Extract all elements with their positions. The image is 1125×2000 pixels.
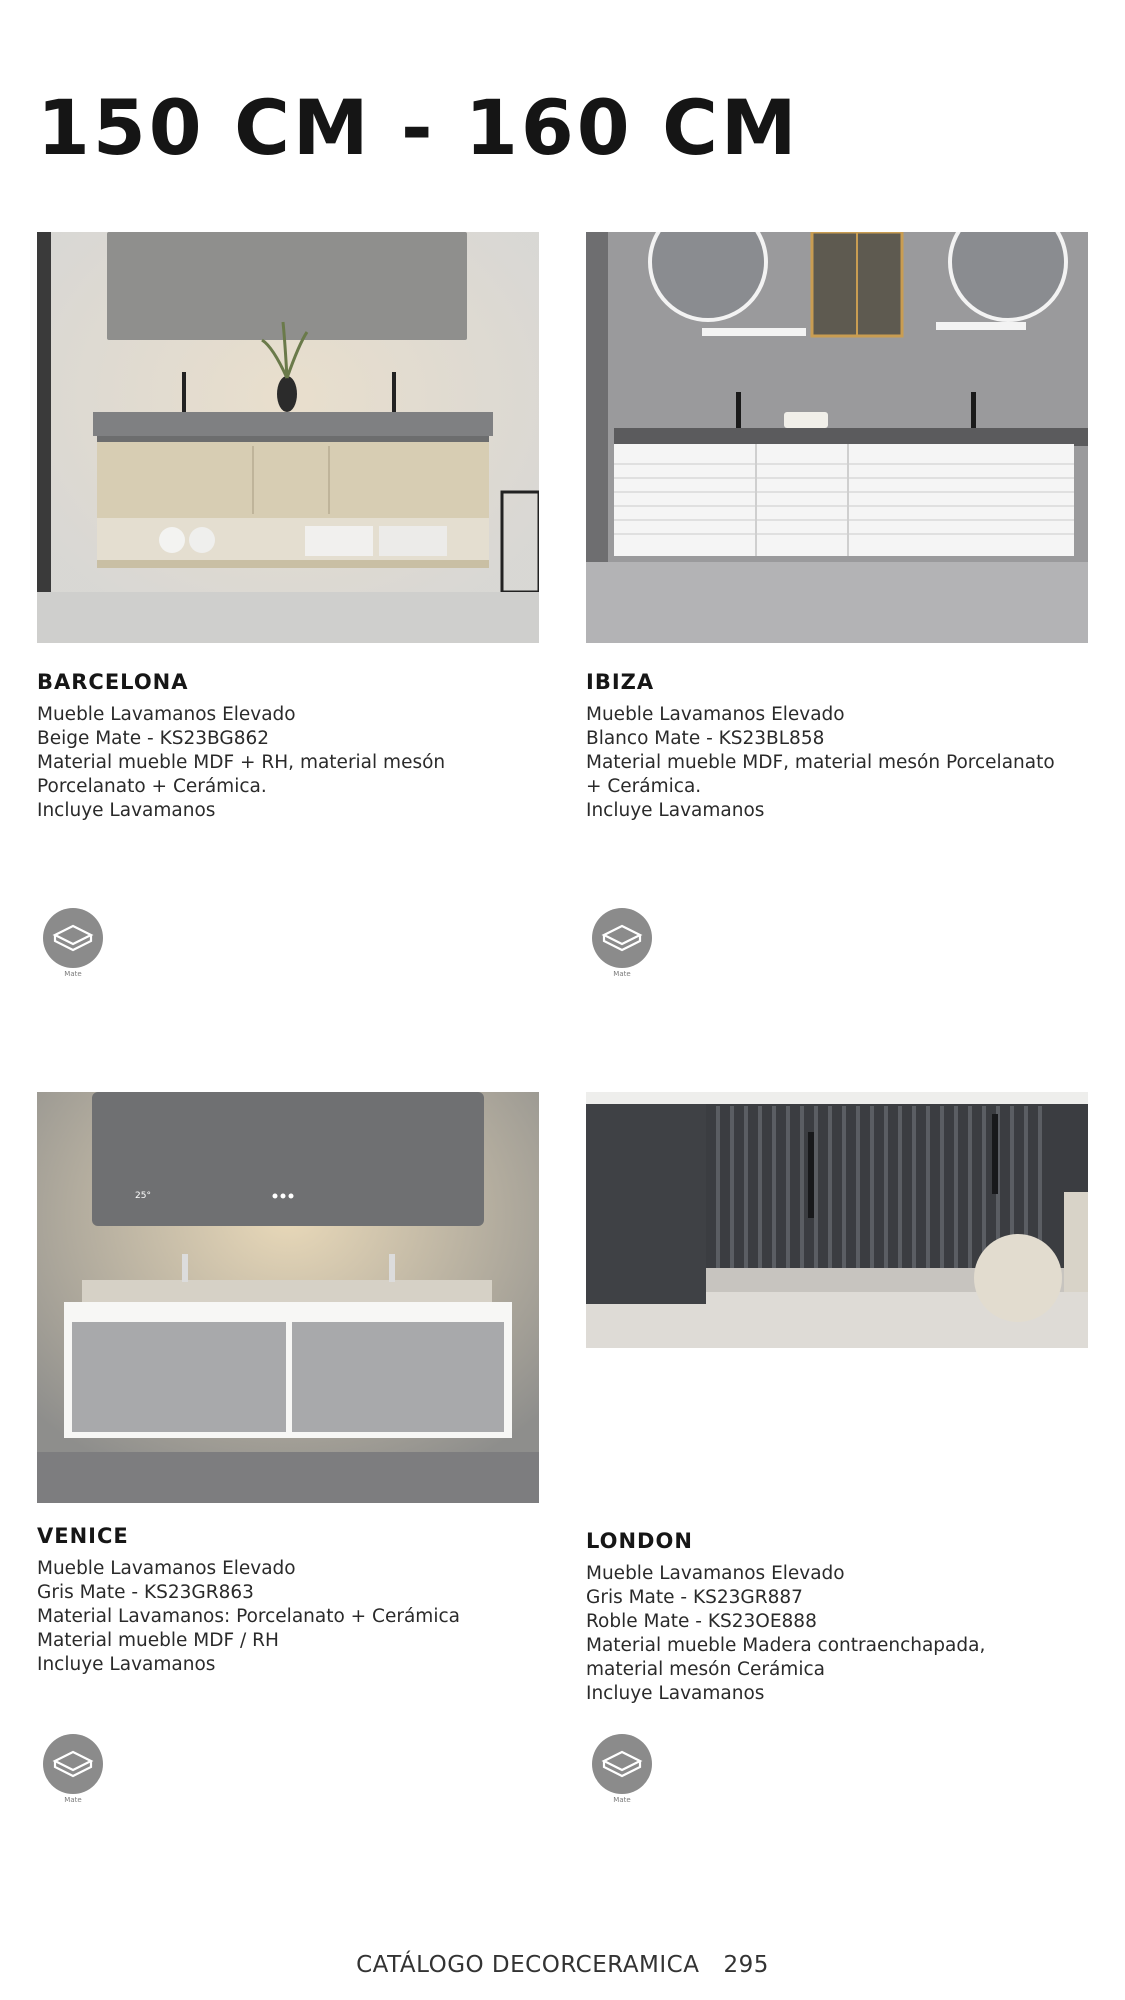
description-line: Beige Mate - KS23BG862	[37, 728, 270, 749]
description-line: Incluye Lavamanos	[37, 800, 216, 821]
product-name: IBIZA	[586, 670, 655, 694]
product-photo-venice	[37, 1092, 539, 1503]
matte-finish-icon	[43, 1734, 103, 1794]
finish-badge	[590, 908, 654, 979]
finish-badge	[41, 908, 105, 979]
description-line: Mueble Lavamanos Elevado	[586, 1563, 845, 1584]
description-line: Porcelanato + Cerámica.	[37, 776, 267, 797]
badge-label: Mate	[613, 970, 631, 978]
page-title: 150 CM - 160 CM	[37, 83, 800, 172]
product-photo-barcelona	[37, 232, 539, 643]
matte-finish-icon	[43, 908, 103, 968]
product-description	[586, 1562, 1088, 1706]
product-description	[37, 703, 539, 823]
description-line: material mesón Cerámica	[586, 1659, 825, 1680]
product-card-london	[586, 1092, 1088, 1804]
product-card-ibiza	[586, 232, 1088, 978]
description-line: Material mueble MDF / RH	[37, 1630, 279, 1651]
product-name: BARCELONA	[37, 670, 189, 694]
description-line: Roble Mate - KS23OE888	[586, 1611, 817, 1632]
description-line: Incluye Lavamanos	[586, 1683, 765, 1704]
description-line: Gris Mate - KS23GR887	[586, 1587, 803, 1608]
badge-label: Mate	[64, 1796, 82, 1804]
description-line: Material mueble MDF, material mesón Porcelanato	[586, 752, 1055, 773]
description-line: Material Lavamanos: Porcelanato + Cerámica	[37, 1606, 460, 1627]
product-photo-london	[586, 1092, 1088, 1348]
product-name: LONDON	[586, 1529, 693, 1553]
finish-badge	[41, 1734, 105, 1805]
page-footer	[0, 1952, 1125, 1978]
product-card-venice	[37, 1092, 539, 1804]
finish-badge	[590, 1734, 654, 1805]
badge-label: Mate	[64, 970, 82, 978]
description-line: Mueble Lavamanos Elevado	[586, 704, 845, 725]
description-line: + Cerámica.	[586, 776, 702, 797]
matte-finish-icon	[592, 908, 652, 968]
product-name: VENICE	[37, 1524, 129, 1548]
product-description	[586, 703, 1088, 823]
product-description	[37, 1557, 539, 1677]
description-line: Incluye Lavamanos	[586, 800, 765, 821]
product-photo-ibiza	[586, 232, 1088, 643]
mirror-readout: 25°	[135, 1191, 151, 1201]
badge-label: Mate	[613, 1796, 631, 1804]
matte-finish-icon	[592, 1734, 652, 1794]
description-line: Mueble Lavamanos Elevado	[37, 704, 296, 725]
catalog-name: CATÁLOGO DECORCERAMICA	[356, 1952, 700, 1978]
description-line: Mueble Lavamanos Elevado	[37, 1558, 296, 1579]
description-line: Material mueble Madera contraenchapada,	[586, 1635, 986, 1656]
description-line: Gris Mate - KS23GR863	[37, 1582, 254, 1603]
description-line: Incluye Lavamanos	[37, 1654, 216, 1675]
description-line: Material mueble MDF + RH, material mesón	[37, 752, 446, 773]
product-card-barcelona	[37, 232, 539, 978]
page-number: 295	[723, 1952, 769, 1978]
description-line: Blanco Mate - KS23BL858	[586, 728, 825, 749]
